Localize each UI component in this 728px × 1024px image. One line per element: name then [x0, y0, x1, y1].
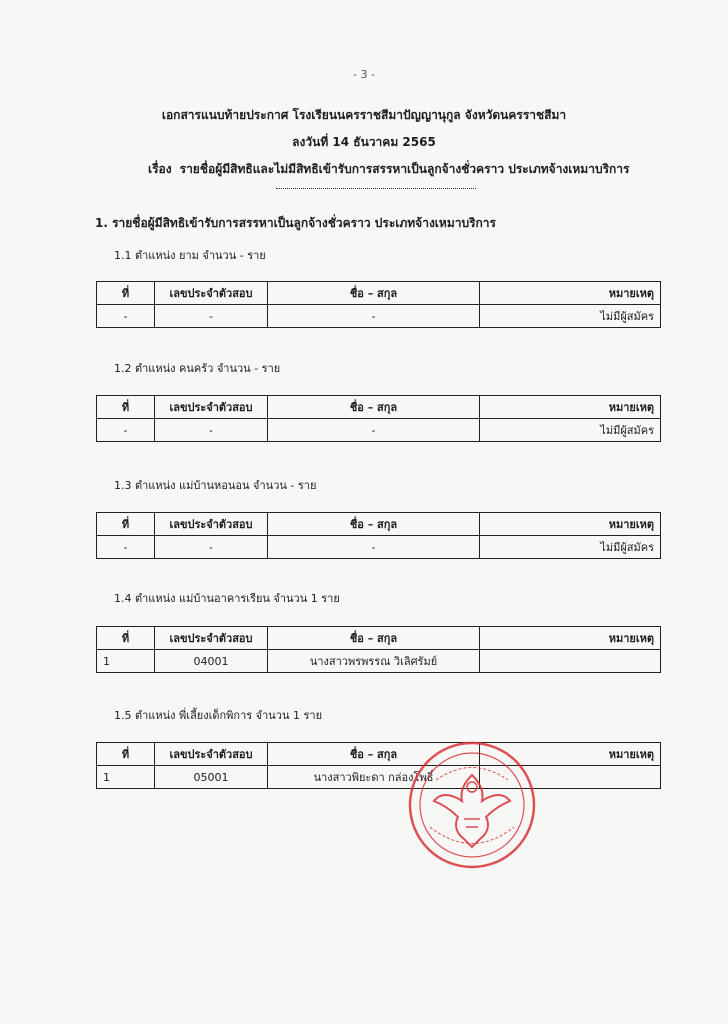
cell-exam-id: -: [155, 419, 268, 442]
cell-name: -: [268, 536, 480, 559]
table-row: [97, 650, 661, 673]
candidate-table: [96, 742, 661, 789]
cell-no: 1: [97, 766, 155, 789]
subsection-heading: 1.2 ตำแหน่ง คนครัว จำนวน - ราย: [114, 362, 281, 375]
table-header-row: [97, 513, 661, 536]
col-header-no: ที่: [97, 513, 155, 536]
col-header-remark: หมายเหตุ: [480, 627, 661, 650]
col-header-remark: หมายเหตุ: [480, 282, 661, 305]
cell-remark: ไม่มีผู้สมัคร: [480, 536, 661, 559]
col-header-exam-id: เลขประจำตัวสอบ: [155, 743, 268, 766]
cell-name: -: [268, 419, 480, 442]
subsection-heading: 1.4 ตำแหน่ง แม่บ้านอาคารเรียน จำนวน 1 ราย: [114, 592, 340, 605]
cell-exam-id: 04001: [155, 650, 268, 673]
col-header-exam-id: เลขประจำตัวสอบ: [155, 627, 268, 650]
cell-exam-id: 05001: [155, 766, 268, 789]
col-header-name: ชื่อ – สกุล: [268, 513, 480, 536]
subject-text: รายชื่อผู้มีสิทธิและไม่มีสิทธิเข้ารับการสรรหาเป็นลูกจ้างชั่วคราว ประเภทจ้างเหมาบริการ: [179, 162, 630, 176]
cell-no: -: [97, 305, 155, 328]
cell-name: นางสาวพรพรรณ วิเลิศรัมย์: [268, 650, 480, 673]
table-header-row: [97, 627, 661, 650]
garuda-seal-icon: [400, 735, 545, 875]
candidate-table: [96, 626, 661, 673]
subsection-heading: 1.1 ตำแหน่ง ยาม จำนวน - ราย: [114, 249, 266, 262]
col-header-exam-id: เลขประจำตัวสอบ: [155, 396, 268, 419]
col-header-no: ที่: [97, 743, 155, 766]
col-header-name: ชื่อ – สกุล: [268, 396, 480, 419]
subsection-heading: 1.3 ตำแหน่ง แม่บ้านหอนอน จำนวน - ราย: [114, 479, 317, 492]
cell-no: -: [97, 536, 155, 559]
cell-remark: ไม่มีผู้สมัคร: [480, 419, 661, 442]
table-header-row: [97, 743, 661, 766]
header-title: เอกสารแนบท้ายประกาศ โรงเรียนนครราชสีมาปัญญานุกูล จังหวัดนครราชสีมา: [161, 108, 567, 122]
table-row: [97, 305, 661, 328]
cell-name: -: [268, 305, 480, 328]
subsection-heading: 1.5 ตำแหน่ง พี่เลี้ยงเด็กพิการ จำนวน 1 ราย: [114, 709, 323, 722]
col-header-no: ที่: [97, 627, 155, 650]
col-header-remark: หมายเหตุ: [480, 743, 661, 766]
cell-exam-id: -: [155, 536, 268, 559]
cell-remark: [480, 650, 661, 673]
candidate-table: [96, 281, 661, 328]
table-row: [97, 766, 661, 789]
col-header-no: ที่: [97, 282, 155, 305]
col-header-exam-id: เลขประจำตัวสอบ: [155, 282, 268, 305]
subject-label: เรื่อง: [148, 162, 172, 176]
table-row: [97, 536, 661, 559]
col-header-name: ชื่อ – สกุล: [268, 627, 480, 650]
cell-remark: ไม่มีผู้สมัคร: [480, 305, 661, 328]
candidate-table: [96, 512, 661, 559]
cell-exam-id: -: [155, 305, 268, 328]
section-title: 1. รายชื่อผู้มีสิทธิเข้ารับการสรรหาเป็นลูกจ้างชั่วคราว ประเภทจ้างเหมาบริการ: [95, 216, 496, 230]
col-header-exam-id: เลขประจำตัวสอบ: [155, 513, 268, 536]
table-row: [97, 419, 661, 442]
table-header-row: [97, 396, 661, 419]
table-header-row: [97, 282, 661, 305]
col-header-remark: หมายเหตุ: [480, 396, 661, 419]
page-number: - 3 -: [353, 68, 375, 81]
col-header-name: ชื่อ – สกุล: [268, 743, 480, 766]
candidate-table: [96, 395, 661, 442]
col-header-no: ที่: [97, 396, 155, 419]
header-date: ลงวันที่ 14 ธันวาคม 2565: [292, 135, 436, 149]
cell-name: นางสาวพิยะดา กล่องโพธิ์: [268, 766, 480, 789]
cell-no: -: [97, 419, 155, 442]
header-subject: [148, 160, 629, 179]
col-header-name: ชื่อ – สกุล: [268, 282, 480, 305]
dotted-divider: [276, 188, 476, 189]
cell-no: 1: [97, 650, 155, 673]
col-header-remark: หมายเหตุ: [480, 513, 661, 536]
